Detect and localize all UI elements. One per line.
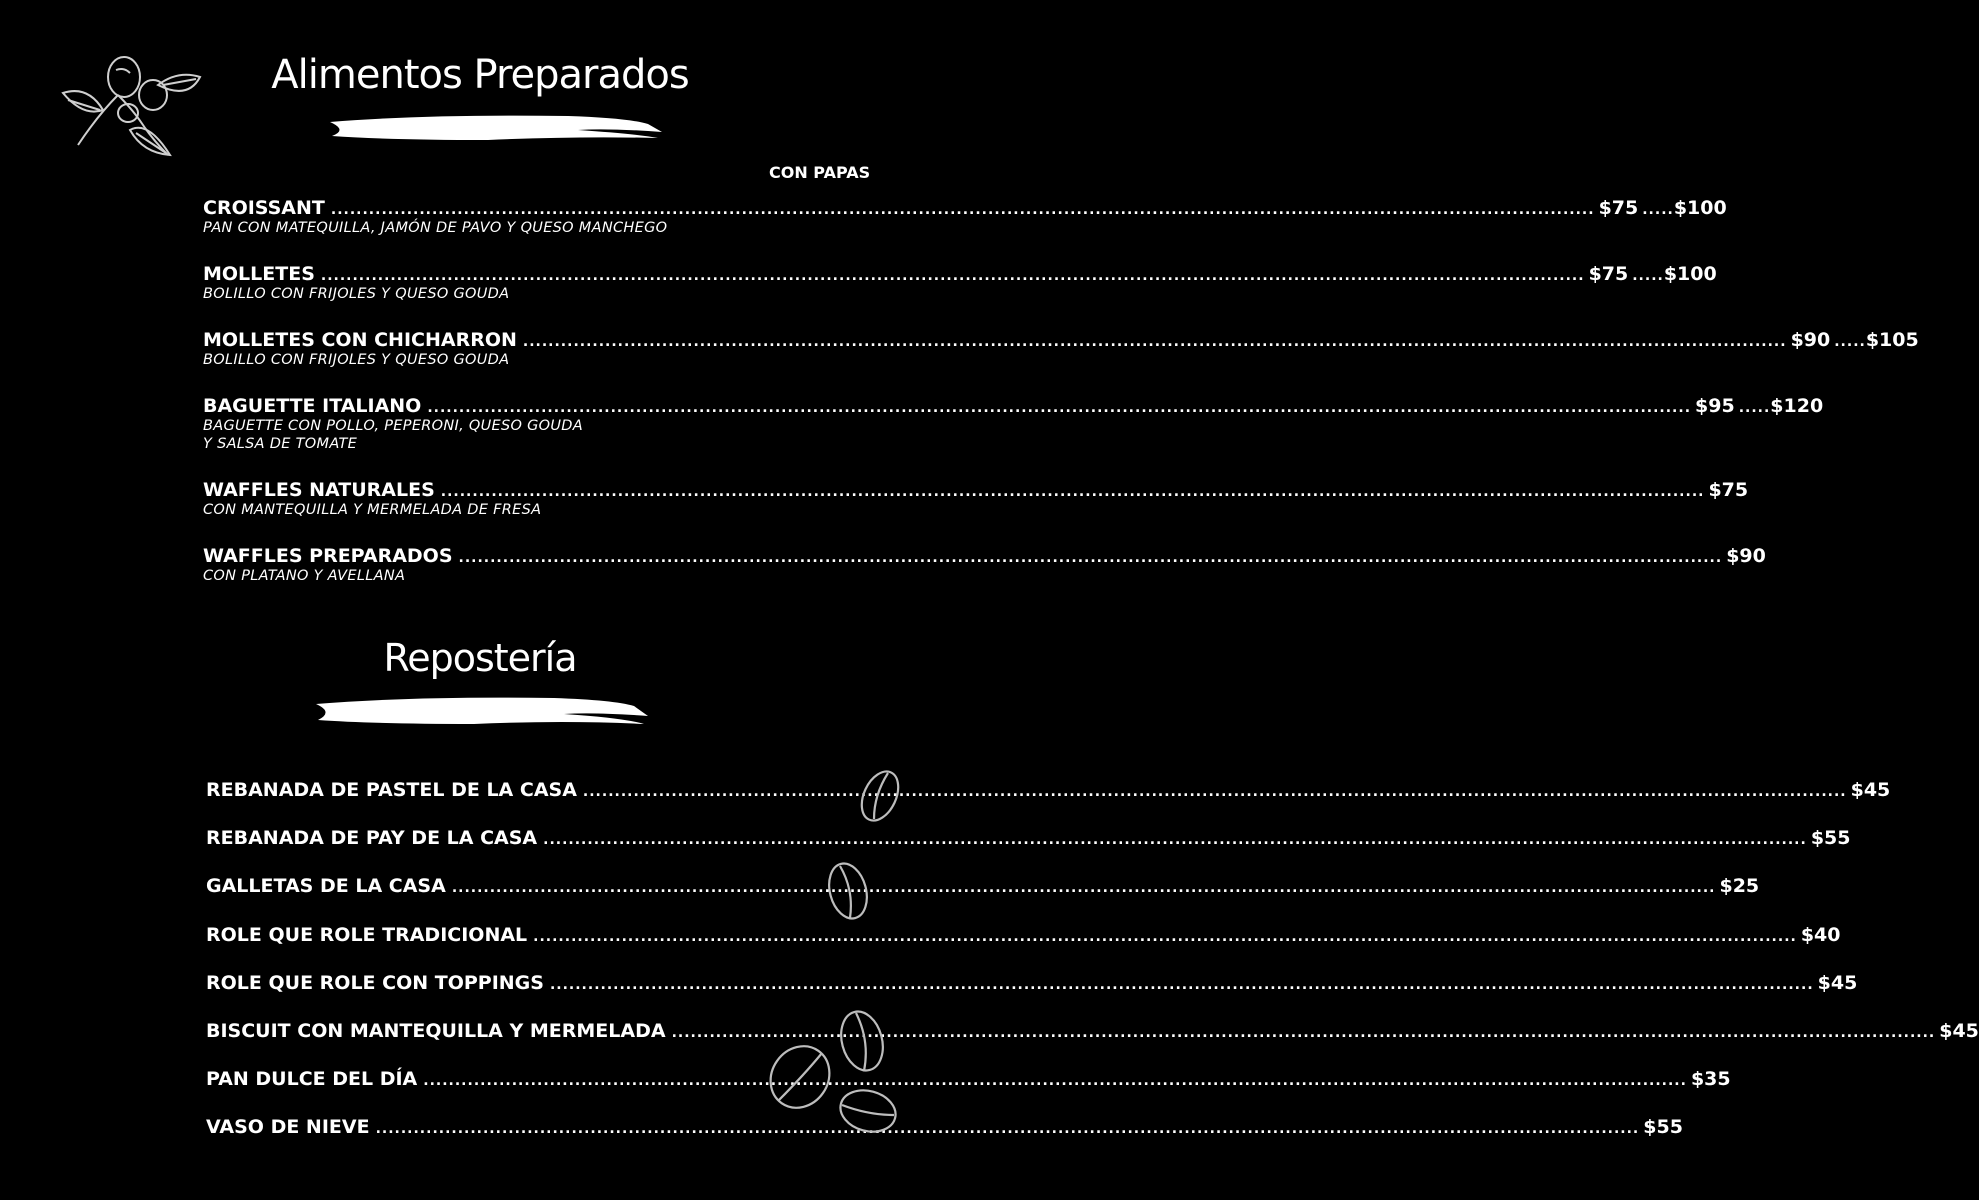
dot-leader: ........................................................................................................................................................................................................: [451, 880, 1716, 896]
menu-item: [203, 395, 1824, 453]
menu-item: [206, 1020, 1979, 1042]
item-description: CON MANTEQUILLA Y MERMELADA DE FRESA: [203, 502, 542, 518]
dot-leader: ........................................................................................................................................................................................................: [522, 334, 1787, 350]
menu-item: [206, 1116, 1683, 1138]
item-description: PAN CON MATEQUILLA, JAMÓN DE PAVO Y QUESO MANCHEGO: [203, 220, 668, 236]
item-price: $75: [1598, 197, 1639, 219]
item-price-with-fries: $100: [1673, 197, 1727, 219]
menu-item: [206, 875, 1760, 897]
dot-leader: ........................................................................................................................................................................................................: [320, 268, 1585, 284]
item-price: $90: [1726, 545, 1766, 567]
item-price: $45: [1939, 1020, 1979, 1042]
dot-leader: ........................................................................................................................................................................................................: [423, 1073, 1687, 1089]
item-price: $55: [1810, 827, 1851, 849]
item-name: MOLLETES CON CHICHARRON: [203, 329, 517, 351]
dot-leader: ........................................................................................................................................................................................................: [582, 784, 1847, 800]
item-description: CON PLATANO Y AVELLANA: [203, 568, 406, 584]
item-name: PAN DULCE DEL DÍA: [206, 1068, 418, 1090]
menu-item: [203, 329, 1919, 369]
dot-leader: ........................................................................................................................................................................................................: [549, 977, 1814, 993]
dot-leader: ........................................................................................................................................................................................................: [671, 1025, 1936, 1041]
item-name: ROLE QUE ROLE TRADICIONAL: [206, 924, 528, 946]
menu-item: [203, 263, 1717, 303]
item-price: $90: [1790, 329, 1831, 351]
section-title-food: Alimentos Preparados: [271, 52, 689, 98]
item-price: $35: [1690, 1068, 1731, 1090]
dot-leader: .....: [1834, 334, 1866, 350]
item-name: CROISSANT: [203, 197, 325, 219]
dot-leader: ........................................................................................................................................................................................................: [533, 929, 1797, 945]
item-name: REBANADA DE PASTEL DE LA CASA: [206, 779, 577, 801]
menu-item: [206, 827, 1851, 849]
menu-item: [203, 545, 1766, 585]
item-price: $55: [1643, 1116, 1683, 1138]
dot-leader: .....: [1642, 202, 1674, 218]
coffee-bean-icon: [820, 858, 876, 924]
coffee-beans-icon: [764, 1005, 904, 1135]
item-price: $75: [1708, 479, 1749, 501]
menu-item: [206, 779, 1891, 801]
item-name: ROLE QUE ROLE CON TOPPINGS: [206, 972, 544, 994]
coffee-bean-icon: [852, 765, 908, 827]
column-header-con-papas: CON PAPAS: [769, 163, 871, 182]
menu-item: [206, 924, 1841, 946]
item-price: $40: [1800, 924, 1841, 946]
item-name: REBANADA DE PAY DE LA CASA: [206, 827, 538, 849]
dot-leader: ........................................................................................................................................................................................................: [458, 550, 1723, 566]
item-price-with-fries: $100: [1663, 263, 1717, 285]
dot-leader: ........................................................................................................................................................................................................: [543, 832, 1807, 848]
item-name: VASO DE NIEVE: [206, 1116, 370, 1138]
item-name: WAFFLES PREPARADOS: [203, 545, 453, 567]
dot-leader: .....: [1738, 400, 1771, 416]
item-description: BOLILLO CON FRIJOLES Y QUESO GOUDA: [203, 286, 510, 302]
item-price: $45: [1850, 779, 1891, 801]
menu-item: [203, 479, 1749, 519]
section-title-pastry: Repostería: [383, 636, 577, 680]
dot-leader: ........................................................................................................................................................................................................: [375, 1121, 1640, 1137]
dot-leader: .....: [1632, 268, 1664, 284]
menu-item: [206, 972, 1858, 994]
item-description: Y SALSA DE TOMATE: [203, 436, 358, 452]
item-price-with-fries: $105: [1865, 329, 1919, 351]
dot-leader: ........................................................................................................................................................................................................: [427, 400, 1692, 416]
item-description: BOLILLO CON FRIJOLES Y QUESO GOUDA: [203, 352, 510, 368]
brush-stroke-divider: [328, 112, 664, 144]
dot-leader: ........................................................................................................................................................................................................: [440, 484, 1705, 500]
item-price-with-fries: $120: [1770, 395, 1824, 417]
item-price: $95: [1695, 395, 1735, 417]
item-name: BISCUIT CON MANTEQUILLA Y MERMELADA: [206, 1020, 666, 1042]
item-name: BAGUETTE ITALIANO: [203, 395, 422, 417]
brush-stroke-divider: [314, 694, 650, 728]
menu-item: [206, 1068, 1731, 1090]
item-price: $75: [1588, 263, 1629, 285]
item-name: GALLETAS DE LA CASA: [206, 875, 446, 897]
item-description: BAGUETTE CON POLLO, PEPERONI, QUESO GOUDA: [203, 418, 583, 434]
item-price: $25: [1719, 875, 1760, 897]
menu-item: [203, 197, 1727, 237]
dot-leader: ........................................................................................................................................................................................................: [330, 202, 1595, 218]
item-name: WAFFLES NATURALES: [203, 479, 435, 501]
item-price: $45: [1817, 972, 1858, 994]
item-name: MOLLETES: [203, 263, 315, 285]
